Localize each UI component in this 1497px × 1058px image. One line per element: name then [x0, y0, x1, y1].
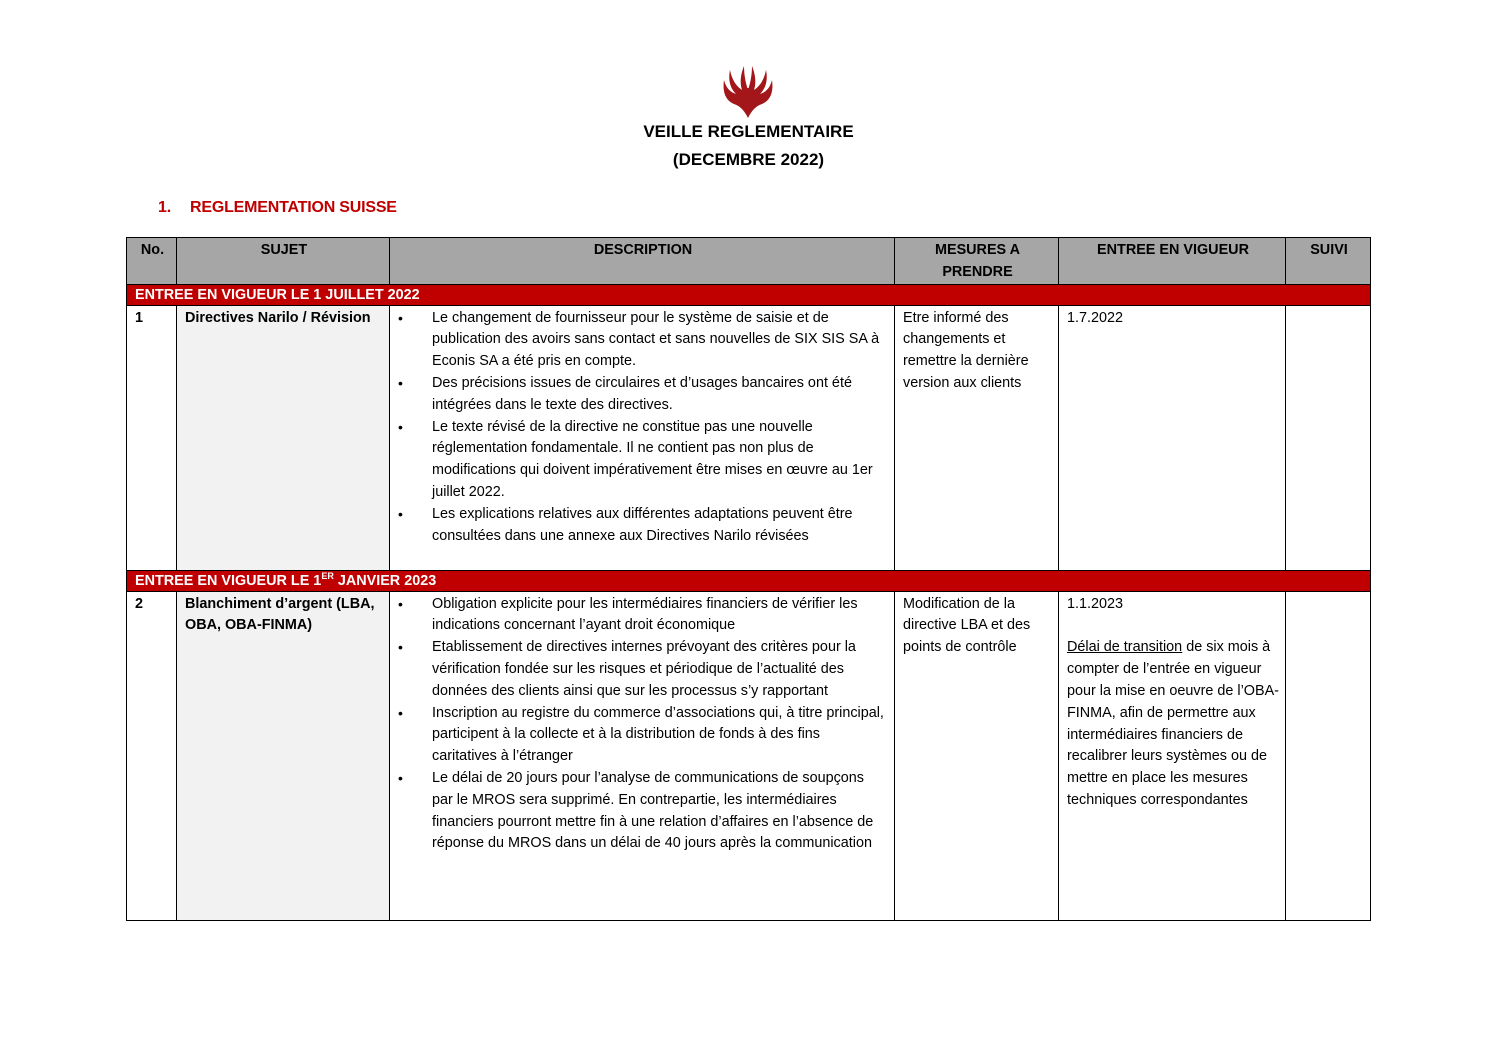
- row-mesures: Etre informé des changements et remettre la dernière version aux clients: [895, 305, 1059, 570]
- entree-date: 1.1.2023: [1067, 595, 1124, 612]
- list-item: • Le délai de 20 jours pour l’analyse de communications de soupçons par le MROS sera supprimé. En contrepartie, les intermédiaires financiers pourront mettre fin à une relation d’affaires en l’absence de réponse du MROS dans un délai de 40 jours après la communication: [398, 768, 888, 855]
- group-band-2: [127, 570, 1371, 591]
- row-entree: [1059, 591, 1286, 920]
- header-description: DESCRIPTION: [390, 238, 895, 285]
- list-item: • Le texte révisé de la directive ne constitue pas une nouvelle réglementation fondamentale. Il ne contient pas non plus de modifications qui doivent impérativement être mises en œuvre au 1er juillet 2022.: [398, 417, 888, 504]
- entree-note: [1067, 637, 1279, 811]
- list-item: • Obligation explicite pour les intermédiaires financiers de vérifier les indications concernant l’ayant droit économique: [398, 594, 888, 638]
- row-description: [390, 591, 895, 920]
- section-title: REGLEMENTATION SUISSE: [190, 199, 397, 216]
- row-suivi: [1286, 305, 1371, 570]
- row-number: 1: [127, 305, 177, 570]
- entree-note-text: de six mois à compter de l’entrée en vigueur pour la mise en oeuvre de l’OBA-FINMA, afin de permettre aux intermédiaires financiers de recalibrer leurs systèmes ou de mettre en place les mesures techniques correspondantes: [1067, 639, 1279, 808]
- document-subtitle: (DECEMBRE 2022): [672, 150, 825, 169]
- row-entree: 1.7.2022: [1059, 305, 1286, 570]
- description-bullets: [398, 308, 888, 548]
- band-superscript: ER: [321, 570, 334, 581]
- phoenix-logo-icon: [718, 60, 778, 120]
- table-row: [127, 305, 1371, 570]
- list-item: • Les explications relatives aux différentes adaptations peuvent être consultées dans une annexe aux Directives Narilo révisées: [398, 504, 888, 548]
- table-row: [127, 591, 1371, 920]
- header-suivi: SUIVI: [1286, 238, 1371, 285]
- row-suivi: [1286, 591, 1371, 920]
- table-header-row: [127, 238, 1371, 285]
- description-bullets: [398, 594, 888, 856]
- document-title: VEILLE REGLEMENTAIRE: [643, 122, 854, 141]
- band-suffix: JANVIER 2023: [333, 572, 437, 589]
- group-band-label: ENTREE EN VIGUEUR LE 1 JUILLET 2022: [127, 284, 1371, 305]
- list-item: • Le changement de fournisseur pour le système de saisie et de publication des avoirs sans contact et sans nouvelles de SIX SIS SA à Econis SA a été pris en compte.: [398, 308, 888, 373]
- section-heading: [158, 199, 397, 217]
- regulation-table: [126, 237, 1371, 921]
- list-item: • Des précisions issues de circulaires et d’usages bancaires ont été intégrées dans le texte des directives.: [398, 373, 888, 417]
- list-item: • Inscription au registre du commerce d’associations qui, à titre principal, participent à la collecte et à la distribution de fonds à des fins caritatives à l’étranger: [398, 703, 888, 768]
- group-band-1: [127, 284, 1371, 305]
- row-number: 2: [127, 591, 177, 920]
- header-sujet: SUJET: [177, 238, 390, 285]
- header-no: No.: [127, 238, 177, 285]
- entree-note-underlined: Délai de transition: [1067, 639, 1183, 656]
- row-sujet: Directives Narilo / Révision: [177, 305, 390, 570]
- list-item: • Etablissement de directives internes prévoyant des critères pour la vérification fondée sur les risques et périodique de l’actualité des données des clients ainsi que sur les processus s’y rapportant: [398, 637, 888, 702]
- section-number: 1.: [158, 199, 171, 216]
- header-mesures: MESURES A PRENDRE: [895, 238, 1059, 285]
- row-description: [390, 305, 895, 570]
- group-band-label: [127, 570, 1371, 591]
- row-sujet: Blanchiment d’argent (LBA, OBA, OBA-FINMA): [177, 591, 390, 920]
- row-mesures: Modification de la directive LBA et des points de contrôle: [895, 591, 1059, 920]
- band-prefix: ENTREE EN VIGUEUR LE 1: [135, 572, 322, 589]
- header-entree: ENTREE EN VIGUEUR: [1059, 238, 1286, 285]
